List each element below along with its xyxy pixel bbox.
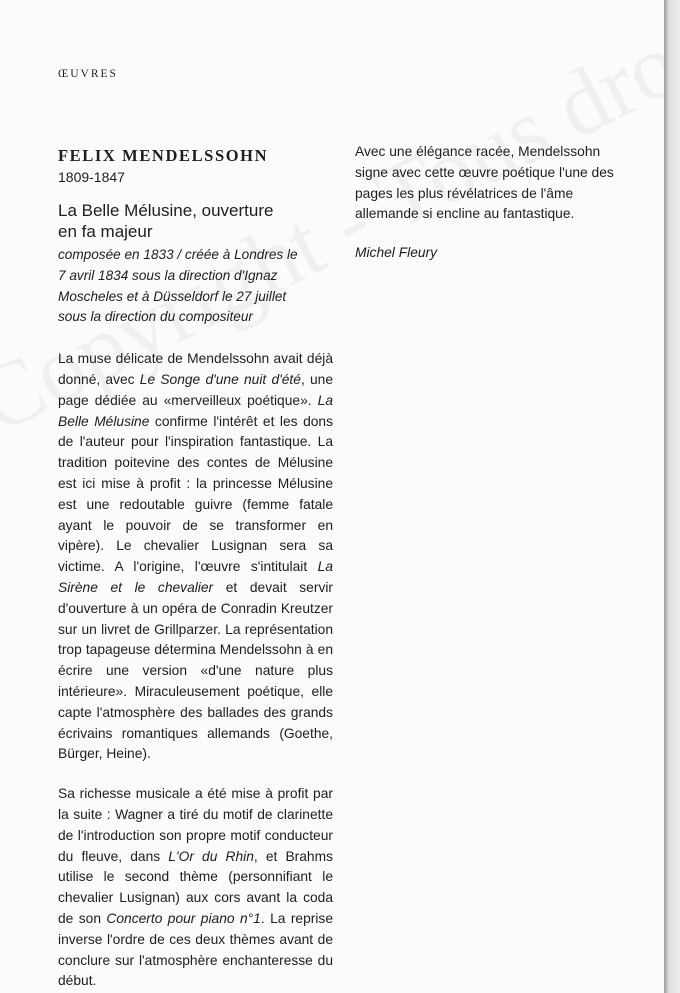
author-signature: Michel Fleury (355, 245, 438, 261)
scan-edge (664, 0, 680, 993)
detail-line: sous la direction du compositeur (58, 309, 253, 325)
text-run: et devait servir d'ouverture à un opéra de Conradin Kreutzer sur un livret de Grillparzer. La représentation trop tapageuse détermina Mendelssohn à en écrire une version «d'une nature plus intérieure». Miraculeusement poétique, elle capte l'atmosphère des ballades des grands écrivains romantiques allemands (Goethe, Bürger, Heine). (58, 579, 334, 762)
paragraph-2 (58, 784, 333, 992)
text-run-italic: La Sirène et le chevalier (58, 559, 333, 595)
detail-line: Moscheles et à Düsseldorf le 27 juillet (58, 288, 287, 304)
paragraph-1 (58, 349, 333, 765)
text-run-italic: La Belle Mélusine (58, 392, 333, 429)
detail-line: composée en 1833 / créée à Londres le (58, 247, 298, 262)
work-title-line: en fa majeur (58, 222, 153, 241)
text-run: La muse délicate de Mendelssohn avait déjà donné, avec (58, 351, 333, 387)
left-column (58, 145, 333, 993)
section-label: ŒUVRES (58, 68, 118, 80)
text-run-italic: Le Songe d'une nuit d'été (139, 371, 301, 387)
composer-name: FELIX MENDELSSOHN (58, 146, 269, 165)
work-details (58, 245, 333, 328)
body-text (58, 349, 333, 992)
text-run: , une page dédiée au «merveilleux poétique». (58, 371, 334, 408)
text-run-italic: Concerto pour piano n°1 (106, 910, 261, 926)
text-run: , et Brahms utilise le second thème (personnifiant le chevalier Lusignan) aux cors avant la coda de son (58, 848, 333, 926)
detail-line: 7 avril 1834 sous la direction d'Ignaz (58, 267, 278, 283)
closing-paragraph: Avec une élégance racée, Mendelssohn signe avec cette œuvre poétique l'une des pages les plus révélatrices de l'âme allemande si encline au fantastique. (355, 144, 614, 222)
work-title-line: La Belle Mélusine, ouverture (58, 201, 274, 220)
text-run: . La reprise inverse l'ordre de ces deux thèmes avant de conclure sur l'atmosphère enchanteresse du début. (58, 910, 334, 989)
text-run: Sa richesse musicale a été mise à profit par la suite : Wagner a tiré du motif de clarinette de l'introduction son propre motif conducteur du fleuve, dans (58, 786, 333, 864)
work-title (58, 200, 333, 242)
composer-dates: 1809-1847 (58, 169, 125, 185)
text-run: confirme l'intérêt et les dons de l'auteur pour l'inspiration fantastique. La tradition poitevine des contes de Mélusine est ici mise à profit : la princesse Mélusine est une redoutable guivre (femme fatale ayant le pouvoir de se transformer en vipère). Le chevalier Lusignan sera sa victime. A l'origine, l'œuvre s'intitulait (58, 413, 333, 575)
right-column (355, 142, 632, 264)
text-run-italic: L'Or du Rhin (168, 848, 254, 864)
